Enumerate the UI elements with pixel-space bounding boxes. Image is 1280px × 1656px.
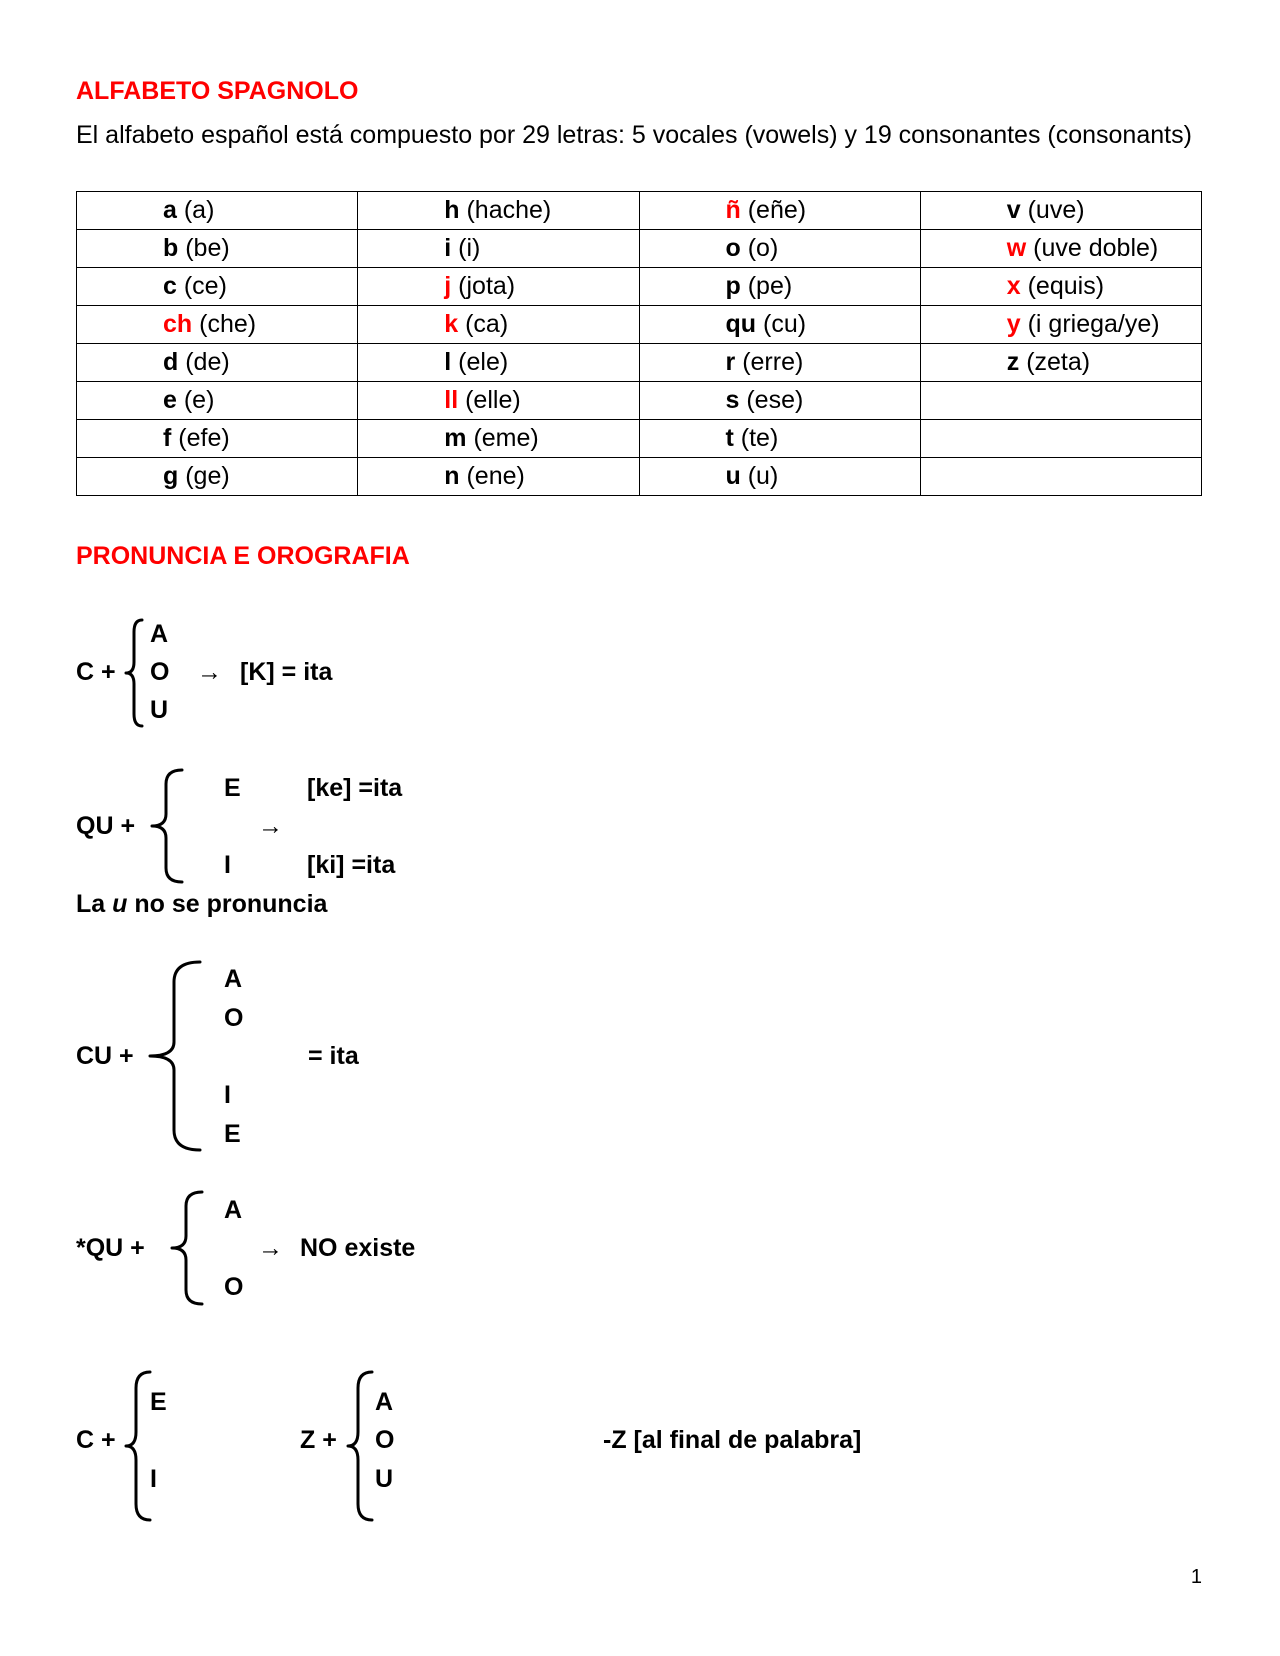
rule-qu-no-brace xyxy=(170,1190,206,1306)
letter-name: (efe) xyxy=(178,424,230,452)
rule-qu-no-arrow: → xyxy=(258,1234,283,1262)
alphabet-cell xyxy=(639,230,920,268)
alphabet-row xyxy=(77,230,1202,268)
rule-cu-vowel-i: I xyxy=(224,1081,231,1109)
rule-qu-no-result: NO existe xyxy=(300,1234,416,1262)
intro-text: El alfabeto español está compuesto por 29 letras: 5 vocales (vowels) y 19 consonantes (consonants) xyxy=(76,121,1192,149)
alphabet-cell xyxy=(639,306,920,344)
letter: p xyxy=(725,272,741,300)
rule-c2-prefix: C + xyxy=(76,1426,116,1454)
alphabet-cell xyxy=(639,420,920,458)
letter-name: (ene) xyxy=(466,462,525,490)
letter-name: (u) xyxy=(747,462,779,490)
letter: h xyxy=(444,196,460,224)
rule-z-final: -Z [al final de palabra] xyxy=(603,1426,862,1454)
letter-name: (pe) xyxy=(747,272,793,300)
rule-cu-vowel-o: O xyxy=(224,1004,244,1032)
rule-c2-vowel-e: E xyxy=(150,1388,167,1416)
letter: r xyxy=(725,348,736,376)
alphabet-cell xyxy=(77,306,358,344)
letter-name: (ele) xyxy=(458,348,509,376)
letter: o xyxy=(725,234,741,262)
rule-z-vowel-o: O xyxy=(375,1426,395,1454)
alphabet-cell xyxy=(77,458,358,496)
alphabet-cell xyxy=(77,230,358,268)
letter: s xyxy=(725,386,740,414)
letter-name: (te) xyxy=(740,424,779,452)
letter: c xyxy=(163,272,177,300)
letter: u xyxy=(725,462,741,490)
letter-name: (e) xyxy=(183,386,215,414)
rule-c-arrow: → xyxy=(197,658,222,686)
alphabet-cell xyxy=(639,382,920,420)
note-u-not-pronounced: La u no se pronuncia xyxy=(76,890,328,918)
alphabet-cell xyxy=(639,268,920,306)
alphabet-row xyxy=(77,458,1202,496)
rule-qu-result-ki: [ki] =ita xyxy=(307,851,396,879)
alphabet-cell xyxy=(358,344,639,382)
alphabet-cell xyxy=(77,382,358,420)
page-number: 1 xyxy=(1190,1566,1202,1588)
letter: w xyxy=(1006,234,1027,262)
alphabet-cell xyxy=(358,192,639,230)
letter: y xyxy=(1006,310,1021,338)
letter-name: (elle) xyxy=(465,386,521,414)
alphabet-cell xyxy=(920,306,1201,344)
letter-name: (ce) xyxy=(183,272,227,300)
rule-cu-result: = ita xyxy=(308,1042,359,1070)
letter-name: (cu) xyxy=(763,310,807,338)
letter: k xyxy=(444,310,459,338)
rule-c-vowel-u: U xyxy=(150,696,169,724)
rule-z-prefix: Z + xyxy=(300,1426,337,1454)
letter-name: (uve) xyxy=(1027,196,1085,224)
letter-name: (a) xyxy=(183,196,215,224)
letter-name: (eme) xyxy=(473,424,539,452)
rule-qu-vowel-i: I xyxy=(224,851,231,879)
letter-name: (be) xyxy=(185,234,230,262)
alphabet-row xyxy=(77,382,1202,420)
alphabet-row xyxy=(77,306,1202,344)
rule-c-prefix: C + xyxy=(76,658,116,686)
rule-cu-brace xyxy=(148,960,204,1152)
alphabet-cell xyxy=(358,420,639,458)
rule-z-vowel-u: U xyxy=(375,1465,394,1493)
letter-name: (zeta) xyxy=(1026,348,1091,376)
letter-name: (i) xyxy=(458,234,481,262)
letter-name: (uve doble) xyxy=(1033,234,1159,262)
letter-name: (ese) xyxy=(746,386,804,414)
alphabet-cell xyxy=(639,192,920,230)
rule-qu-no-vowel-o: O xyxy=(224,1273,244,1301)
alphabet-cell xyxy=(920,192,1201,230)
alphabet-cell xyxy=(639,344,920,382)
letter: n xyxy=(444,462,460,490)
letter: ll xyxy=(444,386,459,414)
letter: z xyxy=(1006,348,1020,376)
rule-cu-vowel-a: A xyxy=(224,965,243,993)
letter: e xyxy=(163,386,177,414)
letter-name: (che) xyxy=(199,310,257,338)
title-pronunciation: PRONUNCIA E OROGRAFIA xyxy=(76,542,410,570)
alphabet-cell xyxy=(358,458,639,496)
alphabet-cell xyxy=(920,230,1201,268)
letter: v xyxy=(1006,196,1021,224)
alphabet-cell xyxy=(77,420,358,458)
title-alphabet: ALFABETO SPAGNOLO xyxy=(76,77,359,105)
alphabet-cell xyxy=(920,268,1201,306)
alphabet-cell xyxy=(920,420,1201,458)
letter: m xyxy=(444,424,467,452)
rule-cu-vowel-e: E xyxy=(224,1120,241,1148)
alphabet-table xyxy=(76,191,1202,496)
letter: g xyxy=(163,462,179,490)
alphabet-cell xyxy=(358,306,639,344)
alphabet-cell xyxy=(358,268,639,306)
letter-name: (jota) xyxy=(458,272,516,300)
letter: ñ xyxy=(725,196,741,224)
alphabet-row xyxy=(77,268,1202,306)
rule-c-vowel-a: A xyxy=(150,620,169,648)
rule-z-vowel-a: A xyxy=(375,1388,394,1416)
letter: l xyxy=(444,348,452,376)
letter-name: (o) xyxy=(747,234,779,262)
letter-name: (ca) xyxy=(465,310,509,338)
rule-qu-result-ke: [ke] =ita xyxy=(307,774,403,802)
letter-name: (de) xyxy=(185,348,230,376)
letter: f xyxy=(163,424,172,452)
letter: d xyxy=(163,348,179,376)
letter: qu xyxy=(725,310,757,338)
letter-name: (ge) xyxy=(185,462,230,490)
rule-cu-prefix: CU + xyxy=(76,1042,134,1070)
letter-name: (i griega/ye) xyxy=(1027,310,1160,338)
letter: b xyxy=(163,234,179,262)
alphabet-cell xyxy=(920,344,1201,382)
rule-qu-prefix: QU + xyxy=(76,812,136,840)
rule-qu-arrow: → xyxy=(258,812,283,840)
alphabet-cell xyxy=(77,192,358,230)
letter-name: (equis) xyxy=(1027,272,1105,300)
letter: i xyxy=(444,234,452,262)
rule-c-vowel-o: O xyxy=(150,658,170,686)
alphabet-row xyxy=(77,344,1202,382)
alphabet-cell xyxy=(920,382,1201,420)
letter-name: (hache) xyxy=(466,196,552,224)
alphabet-cell xyxy=(358,230,639,268)
rule-qu-no-vowel-a: A xyxy=(224,1196,243,1224)
alphabet-row xyxy=(77,192,1202,230)
alphabet-cell xyxy=(358,382,639,420)
alphabet-cell xyxy=(77,268,358,306)
alphabet-cell xyxy=(77,344,358,382)
rule-z-brace xyxy=(346,1370,376,1522)
rule-c-brace xyxy=(124,618,146,728)
rule-c2-vowel-i: I xyxy=(150,1465,157,1493)
letter: ch xyxy=(163,310,193,338)
rule-qu-brace xyxy=(150,768,186,884)
alphabet-row xyxy=(77,420,1202,458)
letter-name: (erre) xyxy=(742,348,804,376)
rule-qu-vowel-e: E xyxy=(224,774,241,802)
letter: t xyxy=(725,424,734,452)
letter: x xyxy=(1006,272,1021,300)
letter: j xyxy=(444,272,452,300)
letter: a xyxy=(163,196,177,224)
alphabet-cell xyxy=(920,458,1201,496)
letter-name: (eñe) xyxy=(747,196,807,224)
alphabet-cell xyxy=(639,458,920,496)
rule-qu-no-prefix: *QU + xyxy=(76,1234,145,1262)
rule-c-result: [K] = ita xyxy=(240,658,333,686)
